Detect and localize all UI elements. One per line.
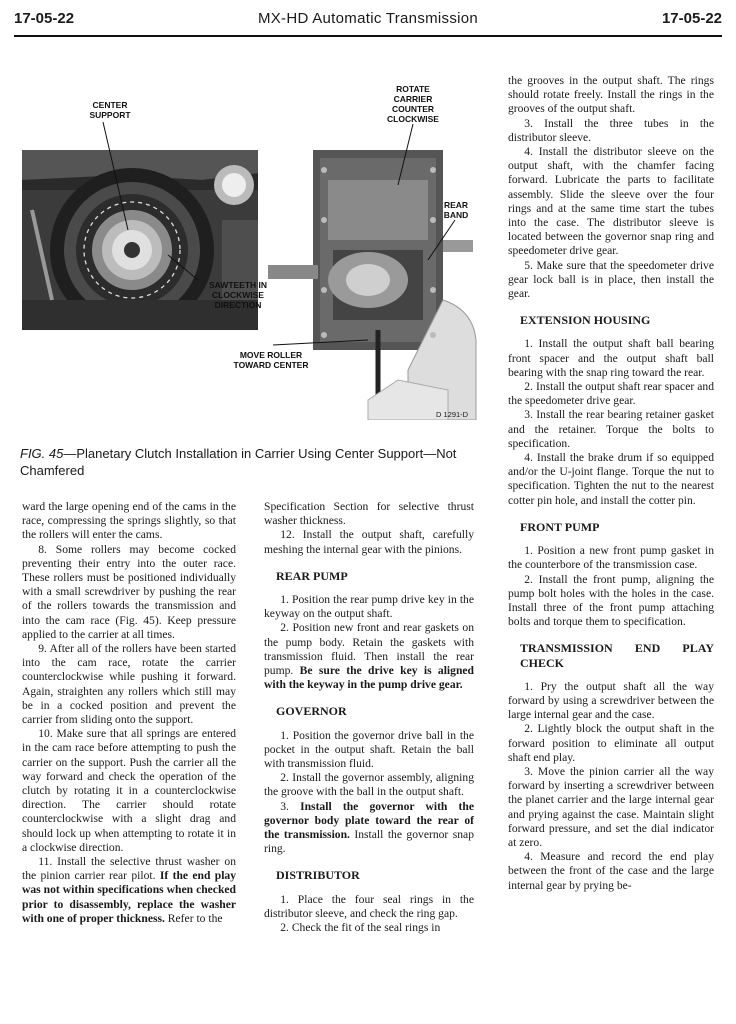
paragraph: 2. Lightly block the output shaft in the forward position to eliminate all output shaft end play. — [508, 722, 714, 764]
page-number-left: 17-05-22 — [14, 10, 75, 27]
caption-text: —Planetary Clutch Installation in Carrier Using Center Support—Not Chamfered — [20, 446, 457, 478]
running-title: MX-HD Automatic Transmission — [257, 10, 479, 27]
callout-rear-band: REAR BAND — [443, 200, 469, 220]
bold-text: If the end play was not within specifications when checked prior to disassembly, replace the washer with one of proper thickness. — [22, 869, 237, 925]
bold-text: Install the governor with the governor body plate toward the rear of the transmission. — [264, 799, 474, 842]
paragraph: 2. Install the governor assembly, aligning the groove with the ball in the output shaft. — [264, 771, 474, 799]
caption-fig-number: FIG. 45 — [20, 446, 64, 461]
paragraph: 1. Place the four seal rings in the distributor sleeve, and check the ring gap. — [264, 892, 474, 920]
paragraph: 1. Position the governor drive ball in the pocket in the output shaft. Retain the ball with transmission fluid. — [264, 728, 474, 771]
paragraph-step-8: 8. Some rollers may become cocked preventing their entry into the outer race. These rollers must be positioned individually with a small screwdriver by pushing the rear of the rollers towards the transmission and into the cam race (Fig. 45). Keep pressure applied to the carrier at all times. — [22, 542, 236, 641]
heading-governor: GOVERNOR — [276, 704, 347, 719]
text: 2. Position new front and rear gaskets on the pump body. Retain the gaskets with transmission fluid. Then install the rear pump. — [264, 621, 474, 678]
bold-text: Be sure the drive key is aligned with the keyway in the pump drive gear. — [264, 664, 474, 692]
paragraph: ward the large opening end of the cams in the race, compressing the springs slightly, so that the rollers will enter the cams. — [22, 500, 236, 542]
paragraph — [264, 800, 474, 857]
text: 11. Install the selective thrust washer on the pinion carrier rear pilot. — [22, 855, 236, 883]
paragraph: 5. Make sure that the speedometer drive gear lock ball is in place, then install the gear. — [508, 258, 714, 301]
column-3 — [508, 74, 714, 893]
paragraph: 4. Install the distributor sleeve on the output shaft, with the chamfer facing forward. Lubricate the parts to facilitate assembly. Slide the sleeve over the four rings and at the same time start the tubes into the case. The distributor sleeve is located between the governor snap ring and speedometer drive gear. — [508, 145, 714, 258]
paragraph: Specification Section for selective thrust washer thickness. — [264, 500, 474, 528]
figure-caption — [20, 445, 490, 479]
heading-rear-pump: REAR PUMP — [276, 568, 348, 583]
callout-sawteeth: SAWTEETH IN CLOCKWISE DIRECTION — [208, 280, 268, 310]
page-number-right: 17-05-22 — [661, 10, 722, 27]
paragraph-step-12: 12. Install the output shaft, carefully meshing the internal gear with the pinions. — [264, 528, 474, 556]
callout-move-roller: MOVE ROLLER TOWARD CENTER — [233, 350, 309, 370]
column-1 — [22, 500, 236, 926]
paragraph-step-10: 10. Make sure that all springs are entered in the cam race before attempting to push the carrier on the support. Push the carrier all the way forward and check the operation of the clutch by rotating it in a counterclockwise direction. The carrier should rotate counterclockwise with a slight drag and should lock up when attempting to rotate it in a clockwise direction. — [22, 727, 236, 854]
callout-rotate-carrier: ROTATE CARRIER COUNTER CLOCKWISE — [387, 84, 439, 124]
paragraph-step-11 — [22, 855, 236, 926]
paragraph: 2. Check the fit of the seal rings in — [280, 921, 441, 935]
heading-front-pump: FRONT PUMP — [520, 519, 600, 534]
callout-leader-lines — [18, 70, 506, 430]
paragraph: 3. Install the rear bearing retainer gasket and the retainer. Torque the bolts to specification. — [508, 408, 714, 450]
column-2 — [264, 500, 474, 935]
figure-code: D 1291-D — [436, 410, 469, 419]
paragraph — [264, 621, 474, 692]
paragraph: 1. Position the rear pump drive key in the keyway on the output shaft. — [264, 593, 474, 621]
figure-45 — [18, 70, 506, 430]
text: Install the governor snap ring. — [264, 828, 474, 856]
paragraph: 1. Pry the output shaft all the way forward by using a screwdriver between the large internal gear and the case. — [508, 679, 714, 722]
paragraph: the grooves in the output shaft. The rings should rotate freely. Install the rings in the grooves of the output shaft. — [508, 74, 714, 116]
paragraph: 3. Move the pinion carrier all the way forward by inserting a screwdriver between the planet carrier and the large internal gear and prying against the case. Maintain slight forward pressure, and set the dial indicator at zero. — [508, 764, 714, 849]
paragraph-step-9: 9. After all of the rollers have been started into the cam race, rotate the carrier counterclockwise while pushing it forward. Again, straighten any rollers which still may be in a cocked position and prevent the carrier from sliding onto the support. — [22, 642, 236, 727]
header-rule — [14, 35, 722, 37]
paragraph: 1. Position a new front pump gasket in the counterbore of the transmission case. — [508, 544, 714, 572]
callout-center-support: CENTER SUPPORT — [89, 100, 131, 120]
paragraph: 4. Measure and record the end play between the front of the case and the large internal gear by prying be- — [508, 850, 714, 892]
paragraph: 2. Install the output shaft rear spacer and the speedometer drive gear. — [508, 380, 714, 408]
paragraph: 4. Install the brake drum if so equipped and/or the U-joint flange. Torque the nut to specification. Tighten the nut to the nearest cotter pin hole, and install the cotter pin. — [508, 451, 714, 507]
heading-distributor: DISTRIBUTOR — [276, 868, 360, 883]
paragraph: 2. Install the front pump, aligning the pump bolt holes with the holes in the case. Install three of the front pump attaching bolts and torque them to specification. — [508, 572, 714, 629]
paragraph: 3. Install the three tubes in the distributor sleeve. — [508, 116, 714, 144]
heading-end-play-check: TRANSMISSION END PLAY CHECK — [520, 641, 714, 670]
text: 3. — [280, 799, 301, 813]
text: Refer to the — [164, 911, 223, 925]
paragraph: 1. Install the output shaft ball bearing front spacer and the output shaft ball bearing with the snap ring toward the rear. — [508, 337, 714, 379]
heading-extension-housing: EXTENSION HOUSING — [520, 313, 651, 328]
